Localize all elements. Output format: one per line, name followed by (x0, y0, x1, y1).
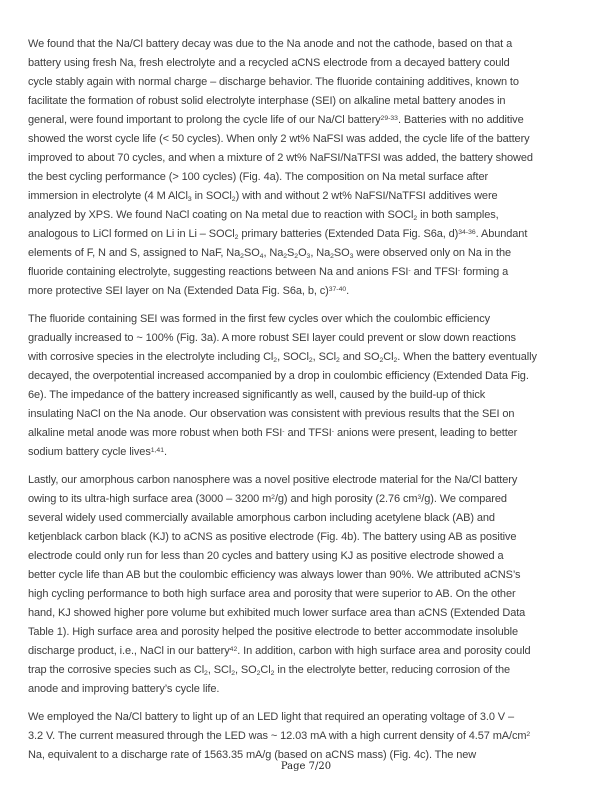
text-line: 6e). The impedance of the battery increased significantly as well, caused by the build-up of thick (28, 389, 486, 401)
text-line: electrode could only run for less than 20 cycles and battery using KJ as positive electrode showed a (28, 550, 504, 562)
text-line: fluoride containing electrolyte, suggesting reactions between Na and anions FSI- and TFSI- forming a (28, 266, 509, 278)
text-line: gradually increased to ~ 100% (Fig. 3a). A more robust SEI layer could prevent or slow down reactions (28, 332, 516, 344)
text-line: 3.2 V. The current measured through the LED was ~ 12.03 mA with a high current density of 4.57 $mA/cm^2$ (28, 730, 531, 742)
text-line: high cycling performance to both high surface area and porosity that were superior to AB. On the other (28, 588, 516, 600)
text-line: alkaline metal anode was more robust when both FSI- and TFSI- anions were present, leading to better (28, 427, 518, 439)
text-line: more protective SEI layer on Na (Extended Data Fig. S6a, b, c)$^{37-40}$. (28, 285, 350, 297)
text-line: better cycle life than AB but the coulombic efficiency was always lower than 90%. We attributed aCNS’s (28, 569, 521, 581)
text-line: The fluoride containing SEI was formed in the first few cycles over which the coulombic efficiency (28, 313, 490, 325)
text-line: discharge product, i.e., NaCl in our battery$^{42}$. In addition, carbon with high surface area and porosity could (28, 645, 531, 657)
text-line: ketjenblack carbon black (KJ) to aCNS as positive electrode (Fig. 4b). The battery using AB as positive (28, 531, 517, 543)
text-line: We found that the Na/Cl battery decay was due to the Na anode and not the cathode, based on that a (28, 38, 513, 50)
text-line: Lastly, our amorphous carbon nanosphere was a novel positive electrode material for the Na/Cl battery (28, 474, 518, 486)
page-number-label: Page 7/20 (280, 761, 332, 772)
text-line: analyzed by XPS. We found NaCl coating on Na metal due to reaction with SOCl$_2$ in both samples, (28, 209, 499, 222)
text-line: elements of F, N and S, assigned to NaF, $Na_2SO_4$, $Na_2S_2O_3$, $Na_2SO_3$ were observed only on Na in the (28, 247, 512, 260)
text-line: Na, equivalent to a discharge rate of 1563.35 mA/g (based on aCNS mass) (Fig. 4c). The new (28, 749, 477, 761)
text-line: showed the worst cycle life (< 50 cycles). When only 2 wt% NaFSI was added, the cycle life of the battery (28, 133, 530, 145)
text-line: facilitate the formation of robust solid electrolyte interphase (SEI) on alkaline metal battery anodes in (28, 95, 506, 107)
text-line: owing to its ultra-high surface area (3000 – 3200 $m^2/g$) and high porosity (2.76 $cm^3/g$). We compared (28, 493, 507, 505)
text-line: with corrosive species in the electrolyte including $Cl_2$, SOCl$_2$, SCl$_2$ and $SO_2Cl_2$. When the battery eventually (28, 351, 537, 364)
text-line: general, were found important to prolong the cycle life of our Na/Cl battery$^{29-33}$. Batteries with no additive (28, 114, 524, 126)
text-line: We employed the Na/Cl battery to light up of an LED light that required an operating voltage of 3.0 V – (28, 711, 515, 723)
text-line: battery using fresh Na, fresh electrolyte and a recycled aCNS electrode from a decayed battery could (28, 57, 510, 69)
text-line: cycle stably again with normal charge – discharge behavior. The fluoride containing additives, known to (28, 76, 519, 88)
text-line: decayed, the overpotential increased accompanied by a drop in coulombic efficiency (Extended Data Fig. (28, 370, 529, 382)
paragraph (28, 35, 585, 301)
text-line: insulating NaCl on the Na anode. Our observation was consistent with previous results that the SEI on (28, 408, 515, 420)
paragraph (28, 471, 585, 699)
document-body (28, 35, 585, 774)
text-line: the best cycling performance (> 100 cycles) (Fig. 4a). The composition on Na metal surface after (28, 171, 489, 183)
page-footer (0, 761, 612, 772)
text-line: sodium battery cycle lives$^{1,41}$. (28, 446, 167, 458)
text-line: Table 1). High surface area and porosity helped the positive electrode to better accommodate insoluble (28, 626, 518, 638)
text-line: immersion in electrolyte (4 M AlCl$_3$ in SOCl$_2$) with and without 2 wt% NaFSI/NaTFSI additives were (28, 190, 498, 203)
text-line: analogous to LiCl formed on Li in Li – SOCl$_2$ primary batteries (Extended Data Fig. S6a, d)$^{34-36}$. Abundant (28, 228, 528, 241)
text-line: several widely used commercially available amorphous carbon including acetylene black (AB) and (28, 512, 495, 524)
text-line: trap the corrosive species such as $Cl_2$, SCl$_2$, $SO_2Cl_2$ in the electrolyte better, reducing corrosion of the (28, 664, 511, 677)
paragraph (28, 708, 585, 765)
text-line: anode and improving battery’s cycle life. (28, 683, 220, 695)
text-line: improved to about 70 cycles, and when a mixture of 2 wt% NaFSI/NaTFSI was added, the battery showed (28, 152, 533, 164)
paragraph (28, 310, 585, 462)
text-line: hand, KJ showed higher pore volume but exhibited much lower surface area than aCNS (Extended Data (28, 607, 526, 619)
